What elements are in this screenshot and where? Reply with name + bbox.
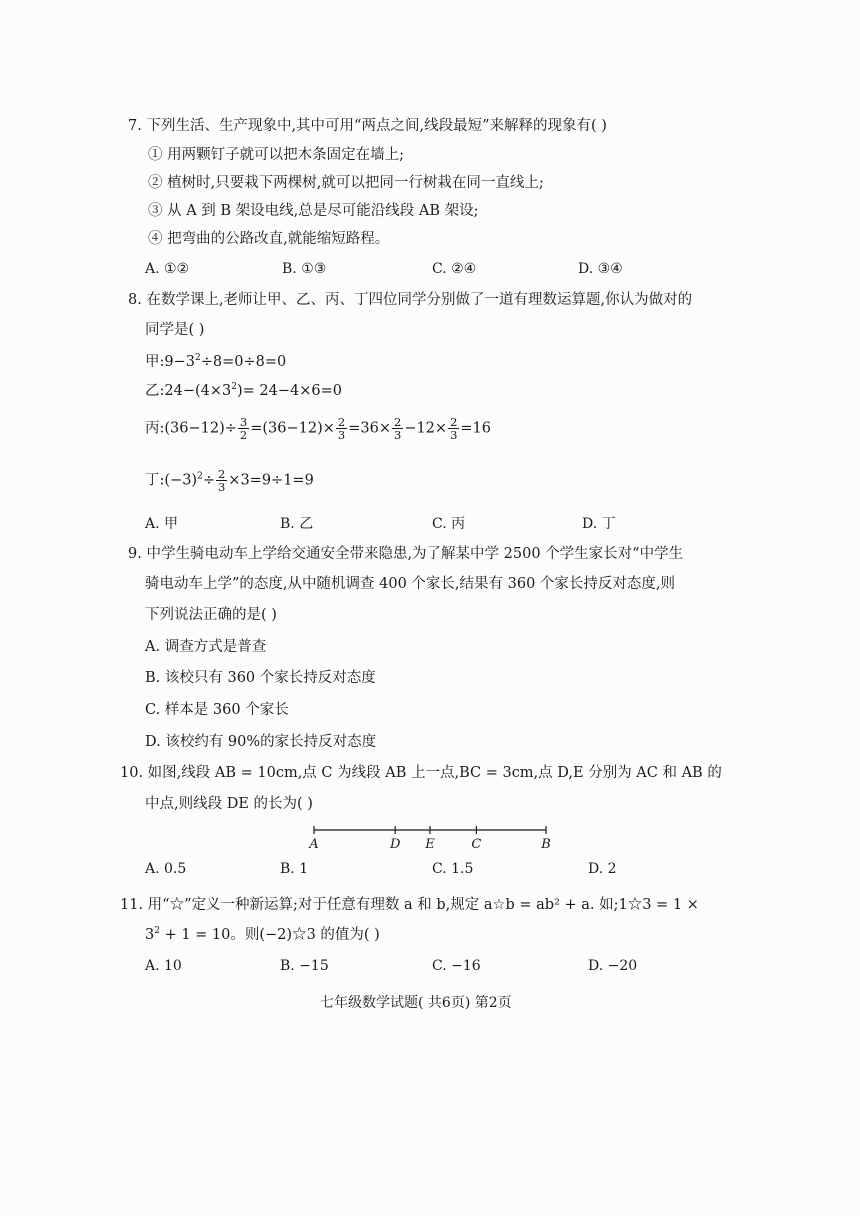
q7-item-3: ③ 从 A 到 B 架设电线,总是尽可能沿线段 AB 架设; [148, 203, 479, 219]
q8-option-a: A. 甲 [145, 516, 179, 532]
q8-stem-line1: 8. 在数学课上,老师让甲、乙、丙、丁四位同学分别做了一道有理数运算题,你认为做对的 [128, 292, 693, 308]
page-footer: 七年级数学试题( 共6页) 第2页 [320, 995, 512, 1011]
q11-option-b: B. −15 [280, 958, 329, 974]
q11-option-c: C. −16 [432, 958, 481, 974]
q9-stem-line1: 9. 中学生骑电动车上学给交通安全带来隐患,为了解某中学 2500 个学生家长对“中学生 [128, 546, 684, 562]
point-label-c: C [471, 837, 482, 852]
q9-option-a: A. 调查方式是普查 [145, 639, 267, 655]
q8-option-d: D. 丁 [582, 516, 616, 532]
point-label-a: A [309, 837, 319, 852]
q9-option-c: C. 样本是 360 个家长 [145, 702, 289, 718]
fraction: $\frac{2}{3}$ [450, 415, 458, 442]
fraction: $\frac{2}{3}$ [337, 415, 346, 442]
q9-stem-line3: 下列说法正确的是( ) [145, 607, 277, 623]
fraction: $\frac{3}{2}$ [239, 415, 248, 442]
q11-option-a: A. 10 [145, 958, 182, 974]
q7-option-a: A. ①② [145, 261, 190, 277]
q9-option-d: D. 该校约有 90%的家长持反对态度 [145, 734, 377, 750]
q10-stem-line1: 10. 如图,线段 AB = 10cm,点 C 为线段 AB 上一点,BC = 3cm,点 D,E 分别为 AC 和 AB 的 [120, 765, 722, 781]
q7-option-b: B. ①③ [282, 261, 327, 277]
q10-stem-line2: 中点,则线段 DE 的长为( ) [145, 796, 313, 812]
point-label-b: B [541, 837, 551, 852]
point-label-d: D [389, 837, 401, 852]
q11-stem-line1: 11. 用“☆”定义一种新运算;对于任意有理数 a 和 b,规定 a☆b = ab² + a. 如;1☆3 = 1 × [120, 897, 699, 913]
q11-stem-line2: $3^2 + 1 = 10$。则(−2)☆3 的值为( ) [145, 926, 380, 943]
q9-stem-line2: 骑电动车上学”的态度,从中随机调查 400 个家长,结果有 360 个家长持反对态度,则 [145, 576, 676, 592]
q8-bing: 丙:(36−12)÷ $\frac{3}{2}$ =(36−12)× $\frac{2}{3}$ =36× $\frac{2}{3}$ −12× $\frac{2}{3}$ =16 [145, 415, 491, 442]
q10-option-c: C. 1.5 [432, 861, 474, 877]
q8-option-b: B. 乙 [280, 516, 314, 532]
point-label-e: E [425, 837, 435, 852]
q7-item-1: ① 用两颗钉子就可以把木条固定在墙上; [148, 147, 404, 163]
q8-ding: 丁$:(-3)^2\div$ $\frac{2}{3}$ ×3=9÷1=9 [145, 467, 314, 494]
q10-option-a: A. 0.5 [145, 861, 187, 877]
fraction: $\frac{2}{3}$ [393, 415, 402, 442]
q8-jia: 甲$:9-3^2\div 8=0\div 8=0$ [145, 353, 287, 370]
q9-option-b: B. 该校只有 360 个家长持反对态度 [145, 670, 376, 686]
fraction: $\frac{2}{3}$ [217, 467, 226, 494]
q10-option-b: B. 1 [280, 861, 309, 877]
q11-option-d: D. −20 [588, 958, 638, 974]
q7-option-d: D. ③④ [578, 261, 623, 277]
segment-figure [300, 818, 560, 854]
q8-option-c: C. 丙 [432, 516, 466, 532]
q10-option-d: D. 2 [588, 861, 617, 877]
q8-stem-line2: 同学是( ) [145, 322, 205, 338]
q7-item-2: ② 植树时,只要栽下两棵树,就可以把同一行树栽在同一直线上; [148, 175, 544, 191]
q8-yi: 乙$:24-(4\times 3^2)= 24-4\times 6=0$ [145, 382, 342, 399]
q7-stem: 7. 下列生活、生产现象中,其中可用“两点之间,线段最短”来解释的现象有( ) [128, 118, 607, 134]
q7-item-4: ④ 把弯曲的公路改直,就能缩短路程。 [148, 231, 390, 247]
q7-option-c: C. ②④ [432, 261, 477, 277]
